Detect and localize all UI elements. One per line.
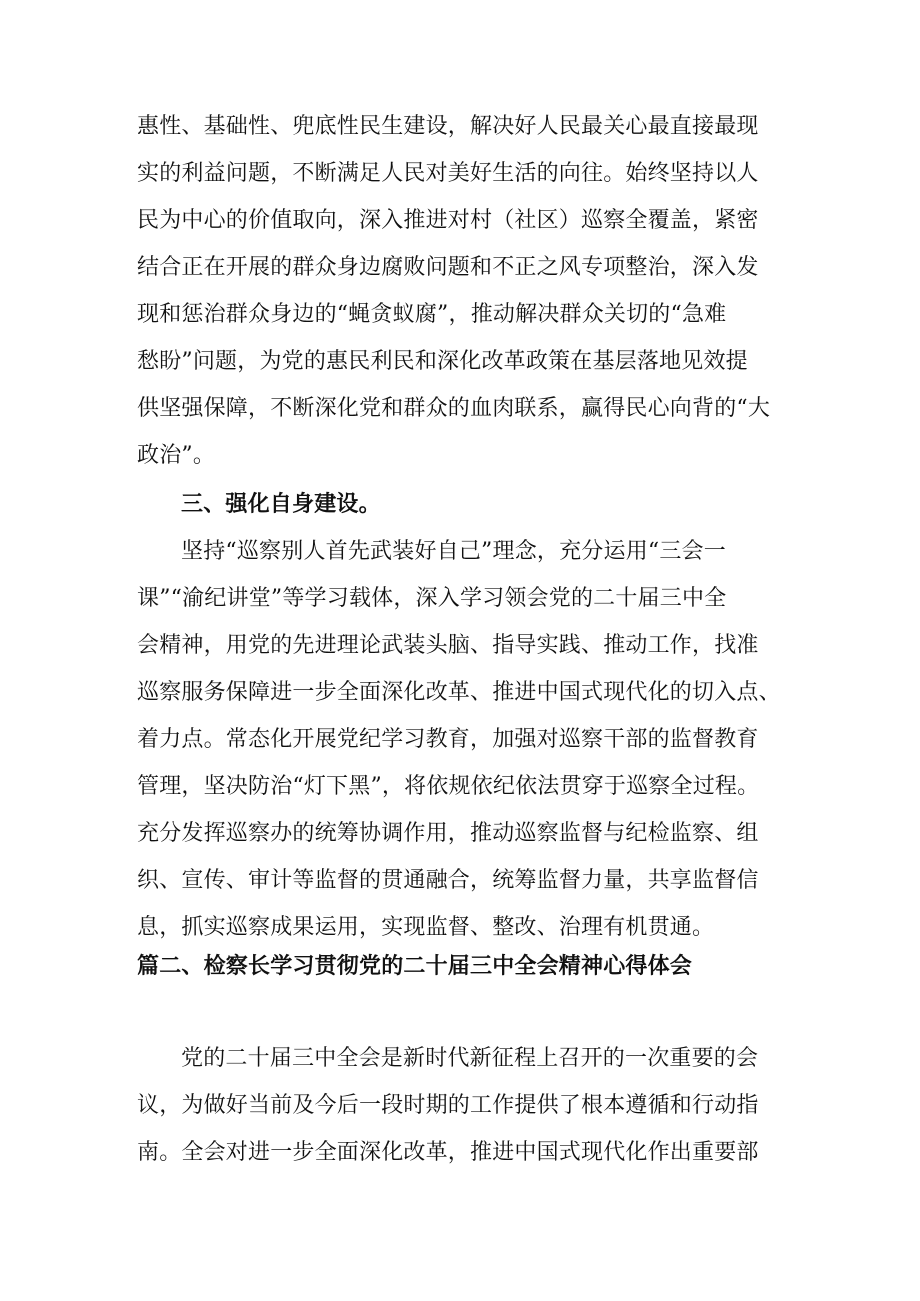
text-line: 议，为做好当前及今后一段时期的工作提供了根本遵循和行动指: [137, 1093, 759, 1118]
text-line: 实的利益问题，不断满足人民对美好生活的向往。始终坚持以人: [137, 161, 759, 186]
text-line: 充分发挥巡察办的统筹协调作用，推动巡察监督与纪检监察、组: [137, 821, 759, 846]
text-line: 织、宣传、审计等监督的贯通融合，统筹监督力量，共享监督信: [137, 868, 759, 893]
text-line: 坚持“巡察别人首先武装好自己”理念，充分运用“三会一: [181, 539, 726, 564]
section-heading: 三、强化自身建设。: [181, 492, 381, 517]
text-line: 党的二十届三中全会是新时代新征程上召开的一次重要的会: [181, 1046, 759, 1071]
text-line: 管理，坚决防治“灯下黑”，将依规依纪依法贯穿于巡察全过程。: [137, 774, 760, 799]
text-line: 现和惩治群众身边的“蝇贪蚁腐”，推动解决群众关切的“急难: [137, 302, 727, 327]
text-line: 息，抓实巡察成果运用，实现监督、整改、治理有机贯通。: [137, 915, 715, 940]
article-title: 篇二、检察长学习贯彻党的二十届三中全会精神心得体会: [137, 954, 693, 979]
text-line: 供坚强保障，不断深化党和群众的血肉联系，赢得民心向背的“大: [137, 396, 771, 421]
text-line: 课”“渝纪讲堂”等学习载体，深入学习领会党的二十届三中全: [137, 586, 727, 611]
text-line: 着力点。常态化开展党纪学习教育，加强对巡察干部的监督教育: [137, 727, 759, 752]
text-line: 惠性、基础性、兜底性民生建设，解决好人民最关心最直接最现: [137, 114, 759, 139]
text-line: 政治”。: [137, 443, 216, 468]
text-line: 民为中心的价值取向，深入推进对村（社区）巡察全覆盖，紧密: [137, 208, 759, 233]
text-line: 结合正在开展的群众身边腐败问题和不正之风专项整治，深入发: [137, 255, 759, 280]
text-line: 南。全会对进一步全面深化改革，推进中国式现代化作出重要部: [137, 1140, 759, 1165]
text-line: 巡察服务保障进一步全面深化改革、推进中国式现代化的切入点、: [137, 680, 781, 705]
text-line: 愁盼”问题，为党的惠民利民和深化改革政策在基层落地见效提: [137, 349, 748, 374]
text-line: 会精神，用党的先进理论武装头脑、指导实践、推动工作，找准: [137, 633, 759, 658]
